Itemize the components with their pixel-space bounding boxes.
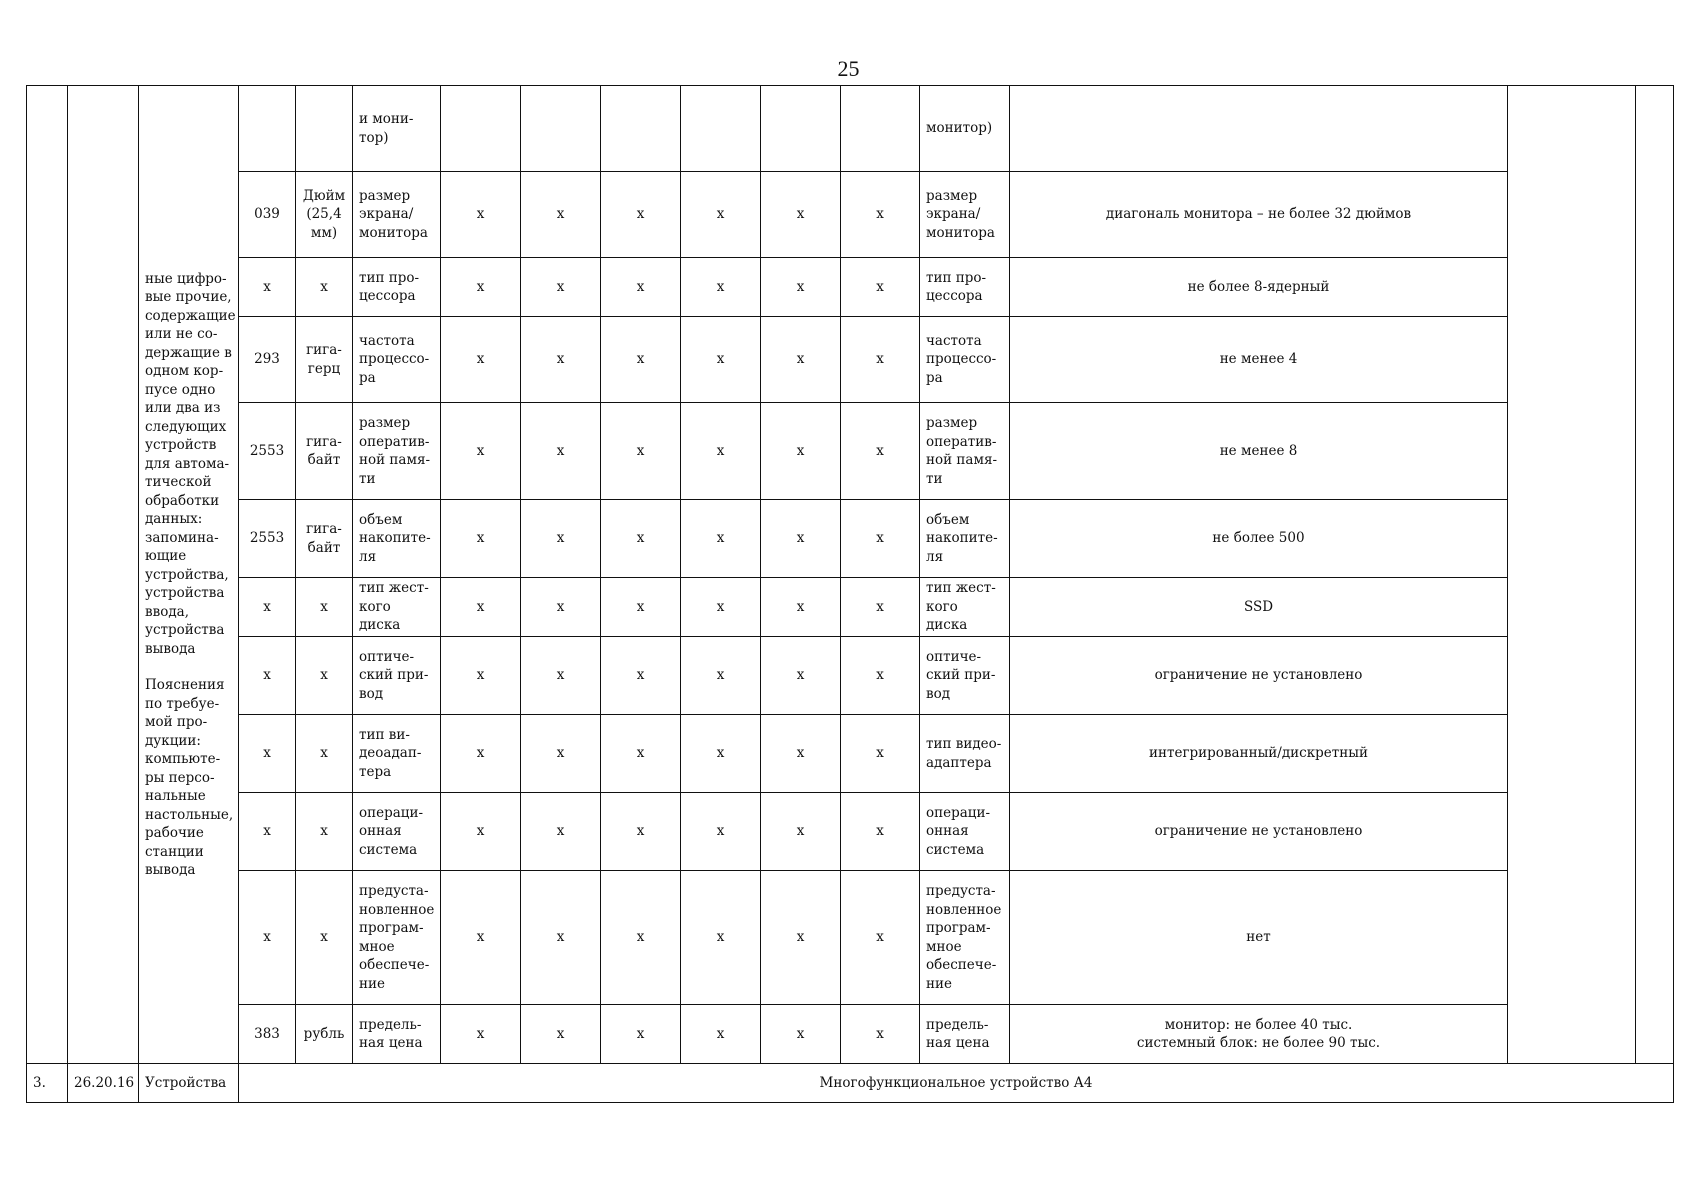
mark-cell: x <box>601 793 681 871</box>
table-row <box>27 871 1674 1005</box>
characteristic-name-2-cell: объем накопите- ля <box>920 500 1010 578</box>
okei-code-cell: 2553 <box>239 403 296 500</box>
value-cell <box>1010 86 1508 172</box>
mark-cell <box>681 86 761 172</box>
mark-cell: x <box>601 500 681 578</box>
mark-cell: x <box>521 793 601 871</box>
okei-code-cell: x <box>239 715 296 793</box>
table-row <box>27 500 1674 578</box>
mark-cell: x <box>521 637 601 715</box>
mark-cell <box>841 86 920 172</box>
okei-code-cell: 293 <box>239 317 296 403</box>
characteristic-name-cell: предуста- новленное програм- мное обеспече- ние <box>353 871 441 1005</box>
unit-cell: x <box>296 715 353 793</box>
table-row <box>27 403 1674 500</box>
mark-cell: x <box>841 403 920 500</box>
mark-cell: x <box>521 317 601 403</box>
mark-cell: x <box>441 578 521 637</box>
mark-cell: x <box>681 637 761 715</box>
mark-cell: x <box>681 258 761 317</box>
characteristic-name-2-cell: предель- ная цена <box>920 1005 1010 1064</box>
okei-code-cell: x <box>239 258 296 317</box>
mark-cell: x <box>761 317 841 403</box>
table-row <box>27 578 1674 637</box>
category-name-cell: Устройства <box>139 1064 239 1103</box>
row-number-cell: 3. <box>27 1064 68 1103</box>
requirements-table <box>26 85 1674 1103</box>
mark-cell: x <box>841 172 920 258</box>
mark-cell: x <box>441 403 521 500</box>
mark-cell: x <box>761 1005 841 1064</box>
mark-cell: x <box>841 500 920 578</box>
mark-cell: x <box>681 715 761 793</box>
table-row <box>27 793 1674 871</box>
value-cell: интегрированный/дискретный <box>1010 715 1508 793</box>
mark-cell: x <box>441 500 521 578</box>
characteristic-name-2-cell: тип жест- кого диска <box>920 578 1010 637</box>
mark-cell: x <box>521 500 601 578</box>
unit-cell: Дюйм (25,4 мм) <box>296 172 353 258</box>
okei-code-cell: 2553 <box>239 500 296 578</box>
mark-cell: x <box>521 1005 601 1064</box>
characteristic-name-2-cell: тип видео- адаптера <box>920 715 1010 793</box>
mark-cell <box>521 86 601 172</box>
characteristic-name-2-cell: монитор) <box>920 86 1010 172</box>
okpd-code-cell <box>68 86 139 1064</box>
table-row <box>27 1005 1674 1064</box>
mark-cell: x <box>841 317 920 403</box>
okei-code-cell: x <box>239 793 296 871</box>
unit-cell: гига- герц <box>296 317 353 403</box>
okpd-code-cell: 26.20.16 <box>68 1064 139 1103</box>
table-row <box>27 637 1674 715</box>
mark-cell: x <box>601 637 681 715</box>
characteristic-name-cell: и мони- тор) <box>353 86 441 172</box>
mark-cell: x <box>521 258 601 317</box>
mark-cell: x <box>761 793 841 871</box>
okei-code-cell: 383 <box>239 1005 296 1064</box>
characteristic-name-2-cell: размер экрана/ монитора <box>920 172 1010 258</box>
characteristic-name-cell: тип жест- кого диска <box>353 578 441 637</box>
mark-cell: x <box>441 637 521 715</box>
mark-cell: x <box>441 172 521 258</box>
unit-cell: x <box>296 637 353 715</box>
value-cell: монитор: не более 40 тыс. системный блок: не более 90 тыс. <box>1010 1005 1508 1064</box>
mark-cell: x <box>841 637 920 715</box>
table-row <box>27 86 1674 172</box>
table-row <box>27 317 1674 403</box>
table-row <box>27 172 1674 258</box>
characteristic-name-cell: оптиче- ский при- вод <box>353 637 441 715</box>
mark-cell: x <box>761 578 841 637</box>
mark-cell: x <box>761 500 841 578</box>
mark-cell: x <box>601 578 681 637</box>
characteristic-name-2-cell: оптиче- ский при- вод <box>920 637 1010 715</box>
okei-code-cell: 039 <box>239 172 296 258</box>
row-number-cell <box>27 86 68 1064</box>
mark-cell: x <box>841 578 920 637</box>
product-title-cell: Многофункциональное устройство А4 <box>239 1064 1674 1103</box>
value-cell: не более 8-ядерный <box>1010 258 1508 317</box>
characteristic-name-2-cell: предуста- новленное програм- мное обеспече- ние <box>920 871 1010 1005</box>
mark-cell: x <box>441 258 521 317</box>
mark-cell: x <box>841 871 920 1005</box>
unit-cell: x <box>296 258 353 317</box>
table-row <box>27 715 1674 793</box>
mark-cell: x <box>521 403 601 500</box>
mark-cell: x <box>441 871 521 1005</box>
characteristic-name-2-cell: размер оператив- ной памя- ти <box>920 403 1010 500</box>
value-cell: ограничение не установлено <box>1010 637 1508 715</box>
characteristic-name-2-cell: частота процессо- ра <box>920 317 1010 403</box>
mark-cell: x <box>521 578 601 637</box>
value-cell: не менее 4 <box>1010 317 1508 403</box>
mark-cell: x <box>521 172 601 258</box>
mark-cell: x <box>681 172 761 258</box>
unit-cell: x <box>296 578 353 637</box>
characteristic-name-cell: тип про- цессора <box>353 258 441 317</box>
mark-cell: x <box>681 403 761 500</box>
okei-code-cell: x <box>239 871 296 1005</box>
mark-cell: x <box>521 715 601 793</box>
page-number: 25 <box>837 56 860 81</box>
okei-code-cell: x <box>239 578 296 637</box>
value-cell: не менее 8 <box>1010 403 1508 500</box>
category-description: ные цифро- вые прочие, содержащие или не со- держащие в одном кор- пусе одно или два из следующих устройств для автома- тической обработки данных: запомина- ющие устройства, устройства ввода, устройства вывода <box>145 270 236 657</box>
value-cell: диагональ монитора – не более 32 дюймов <box>1010 172 1508 258</box>
mark-cell: x <box>681 793 761 871</box>
mark-cell: x <box>761 258 841 317</box>
characteristic-name-cell: размер оператив- ной памя- ти <box>353 403 441 500</box>
mark-cell: x <box>761 403 841 500</box>
unit-cell: x <box>296 793 353 871</box>
mark-cell: x <box>601 871 681 1005</box>
mark-cell: x <box>601 715 681 793</box>
okei-code-cell <box>239 86 296 172</box>
mark-cell: x <box>841 793 920 871</box>
table-row-item-3 <box>27 1064 1674 1103</box>
unit-cell <box>296 86 353 172</box>
mark-cell: x <box>601 172 681 258</box>
okei-code-cell: x <box>239 637 296 715</box>
blank-cell <box>1636 86 1674 1064</box>
mark-cell: x <box>601 317 681 403</box>
mark-cell: x <box>761 637 841 715</box>
mark-cell: x <box>681 500 761 578</box>
mark-cell: x <box>841 258 920 317</box>
mark-cell: x <box>841 715 920 793</box>
mark-cell <box>761 86 841 172</box>
unit-cell: рубль <box>296 1005 353 1064</box>
unit-cell: x <box>296 871 353 1005</box>
mark-cell: x <box>441 1005 521 1064</box>
mark-cell: x <box>441 793 521 871</box>
mark-cell: x <box>601 403 681 500</box>
mark-cell <box>441 86 521 172</box>
unit-cell: гига- байт <box>296 403 353 500</box>
mark-cell: x <box>681 317 761 403</box>
mark-cell: x <box>761 172 841 258</box>
mark-cell: x <box>681 871 761 1005</box>
characteristic-name-cell: тип ви- деоадап- тера <box>353 715 441 793</box>
characteristic-name-cell: объем накопите- ля <box>353 500 441 578</box>
blank-cell <box>1508 86 1636 1064</box>
characteristic-name-cell: размер экрана/ монитора <box>353 172 441 258</box>
table-row <box>27 258 1674 317</box>
characteristic-name-cell: операци- онная система <box>353 793 441 871</box>
value-cell: SSD <box>1010 578 1508 637</box>
mark-cell: x <box>761 715 841 793</box>
mark-cell: x <box>681 1005 761 1064</box>
value-cell: ограничение не установлено <box>1010 793 1508 871</box>
unit-cell: гига- байт <box>296 500 353 578</box>
characteristic-name-2-cell: операци- онная система <box>920 793 1010 871</box>
mark-cell: x <box>601 1005 681 1064</box>
mark-cell: x <box>521 871 601 1005</box>
mark-cell: x <box>601 258 681 317</box>
mark-cell <box>601 86 681 172</box>
mark-cell: x <box>441 715 521 793</box>
value-cell: нет <box>1010 871 1508 1005</box>
value-cell: не более 500 <box>1010 500 1508 578</box>
mark-cell: x <box>681 578 761 637</box>
characteristic-name-cell: предель- ная цена <box>353 1005 441 1064</box>
characteristic-name-2-cell: тип про- цессора <box>920 258 1010 317</box>
characteristic-name-cell: частота процессо- ра <box>353 317 441 403</box>
mark-cell: x <box>441 317 521 403</box>
category-explanation: Пояснения по требуе- мой про- дукции: компьюте- ры персо- нальные настольные, рабочие станции вывода <box>145 677 234 878</box>
category-description-cell <box>139 86 239 1064</box>
mark-cell: x <box>761 871 841 1005</box>
mark-cell: x <box>841 1005 920 1064</box>
